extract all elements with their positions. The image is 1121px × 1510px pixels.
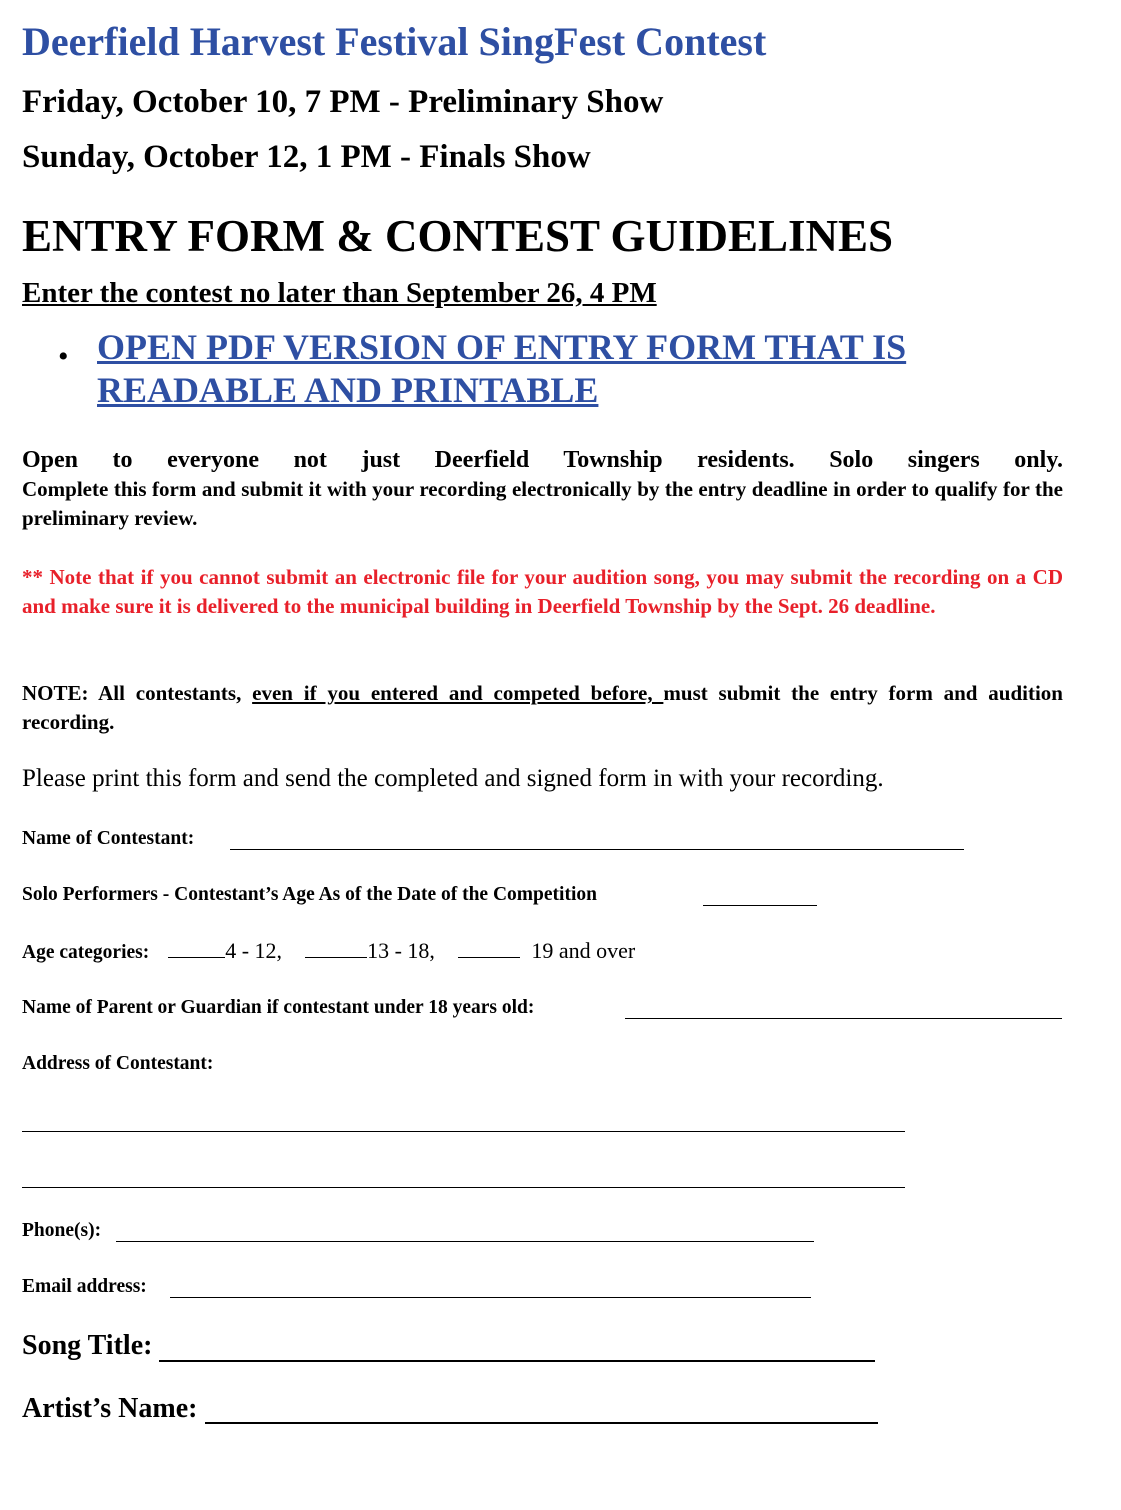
entry-deadline: Enter the contest no later than September 26, 4 PM [22,277,657,309]
artist-name-label: Artist’s Name: [22,1393,198,1424]
age-cat-4-12-blank[interactable] [168,939,225,958]
note-underlined: even if you entered and competed before, [252,681,664,705]
note-suffix: must submit the entry form and audition recording. [22,681,1063,734]
intro-paragraph [22,446,1063,533]
pdf-version-link[interactable] [97,326,906,412]
artist-name-field[interactable] [205,1422,878,1424]
print-instruction: Please print this form and send the completed and signed form in with your recording. [22,765,884,792]
cd-submission-note: ** Note that if you cannot submit an electronic file for your audition song, you may submit the recording on a CD and make sure it is delivered to the municipal building in Deerfield Township by the Sept. 26 deadline. [22,565,1063,618]
contestant-age-label: Solo Performers - Contestant’s Age As of the Date of the Competition [22,884,597,905]
note-prefix: NOTE: All contestants, [22,681,253,705]
address-line-1-field[interactable] [22,1131,905,1132]
preliminary-show-date: Friday, October 10, 7 PM - Preliminary Show [22,84,664,120]
pdf-link-line2[interactable]: READABLE AND PRINTABLE [97,370,599,410]
phone-label: Phone(s): [22,1220,102,1241]
song-title-label: Song Title: [22,1330,153,1361]
age-categories-label: Age categories: [22,942,150,963]
email-field[interactable] [170,1297,811,1298]
age-cat-19-over-blank[interactable] [458,939,520,958]
contestant-name-label: Name of Contestant: [22,828,195,849]
contestant-age-field[interactable] [703,905,817,906]
address-label: Address of Contestant: [22,1053,214,1074]
bullet-point: • [58,340,69,373]
finals-show-date: Sunday, October 12, 1 PM - Finals Show [22,139,591,175]
song-title-field[interactable] [159,1360,875,1362]
address-line-2-field[interactable] [22,1187,905,1188]
age-cat-13-18-label: 13 - 18, [367,938,435,963]
intro-first-line: Open to everyone not just Deerfield Township residents. Solo singers only. [22,447,1063,473]
section-heading: ENTRY FORM & CONTEST GUIDELINES [22,211,894,261]
phone-field[interactable] [116,1241,814,1242]
age-categories [22,938,635,964]
contestant-name-field[interactable] [230,849,964,850]
page-title: Deerfield Harvest Festival SingFest Contest [22,19,767,64]
age-cat-19-over-label: 19 and over [531,938,636,963]
intro-rest: Complete this form and submit it with your recording electronically by the entry deadline in order to qualify for the preliminary review. [22,477,1063,530]
email-label: Email address: [22,1276,147,1297]
guardian-name-label: Name of Parent or Guardian if contestant under 18 years old: [22,997,535,1018]
contestants-note [22,679,1063,737]
pdf-link-line1[interactable]: OPEN PDF VERSION OF ENTRY FORM THAT IS [97,327,907,367]
age-cat-13-18-blank[interactable] [305,939,367,958]
guardian-name-field[interactable] [625,1018,1062,1019]
age-cat-4-12-label: 4 - 12, [225,938,283,963]
